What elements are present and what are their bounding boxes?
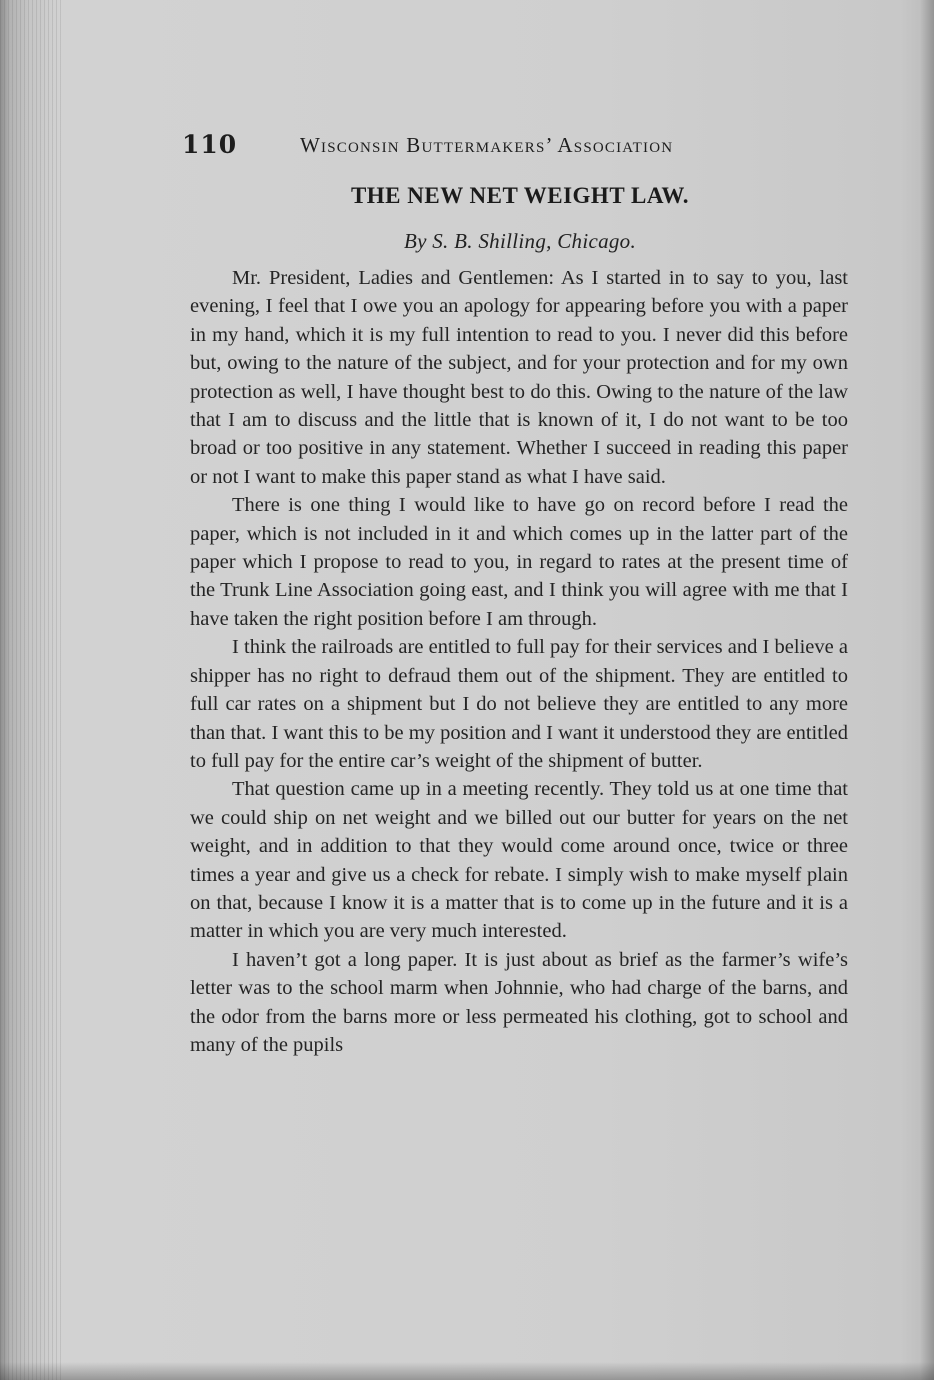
article-body <box>190 264 848 1059</box>
article-byline: By S. B. Shilling, Chicago. <box>403 229 637 253</box>
page-edge-shadow <box>920 0 934 1380</box>
running-head <box>182 130 842 170</box>
paragraph: I think the railroads are entitled to full pay for their services and I believe a shipper has no right to defraud them out of the shipment. They are entitled to full car rates on a shipment but I do not believe they are entitled to any more than that. I want this to be my position and I want it understood they are entitled to full pay for the entire car’s weight of the shipment of butter. <box>190 636 848 772</box>
paragraph: Mr. President, Ladies and Gentlemen: As I started in to say to you, last evening, I feel that I owe you an apology for appearing before you with a paper in my hand, which it is my full intention to read to you. I never did this before but, owing to the nature of the subject, and for your protection and for my own protection as well, I have thought best to do this. Owing to the nature of the law that I am to discuss and the little that is known of it, I do not want to be too broad or too positive in any statement. Whether I succeed in reading this paper or not I want to make this paper stand as what I have said. <box>190 267 848 488</box>
running-title: Wisconsin Buttermakers’ Association <box>300 133 674 157</box>
paragraph: That question came up in a meeting recently. They told us at one time that we could ship on net weight and we billed out our butter for years on the net weight, and in addition to that they would come around once, twice or three times a year and give us a check for rebate. I simply wish to make myself plain on that, because I know it is a matter that is to come up in the future and it is a matter in which you are very much interested. <box>190 778 848 943</box>
page-bottom-shadow <box>0 1362 934 1380</box>
page-number: 110 <box>182 130 238 159</box>
article-title: THE NEW NET WEIGHT LAW. <box>350 183 690 208</box>
book-binding-edge <box>0 0 62 1380</box>
paragraph: There is one thing I would like to have go on record before I read the paper, which is not included in it and which comes up in the latter part of the paper which I propose to read to you, in regard to rates at the present time of the Trunk Line Association going east, and I think you will agree with me that I have taken the right position before I am through. <box>190 494 848 630</box>
paragraph: I haven’t got a long paper. It is just about as brief as the farmer’s wife’s letter was to the school marm when Johnnie, who had charge of the barns, and the odor from the barns more or less permeated his clothing, got to school and many of the pupils <box>190 948 848 1056</box>
